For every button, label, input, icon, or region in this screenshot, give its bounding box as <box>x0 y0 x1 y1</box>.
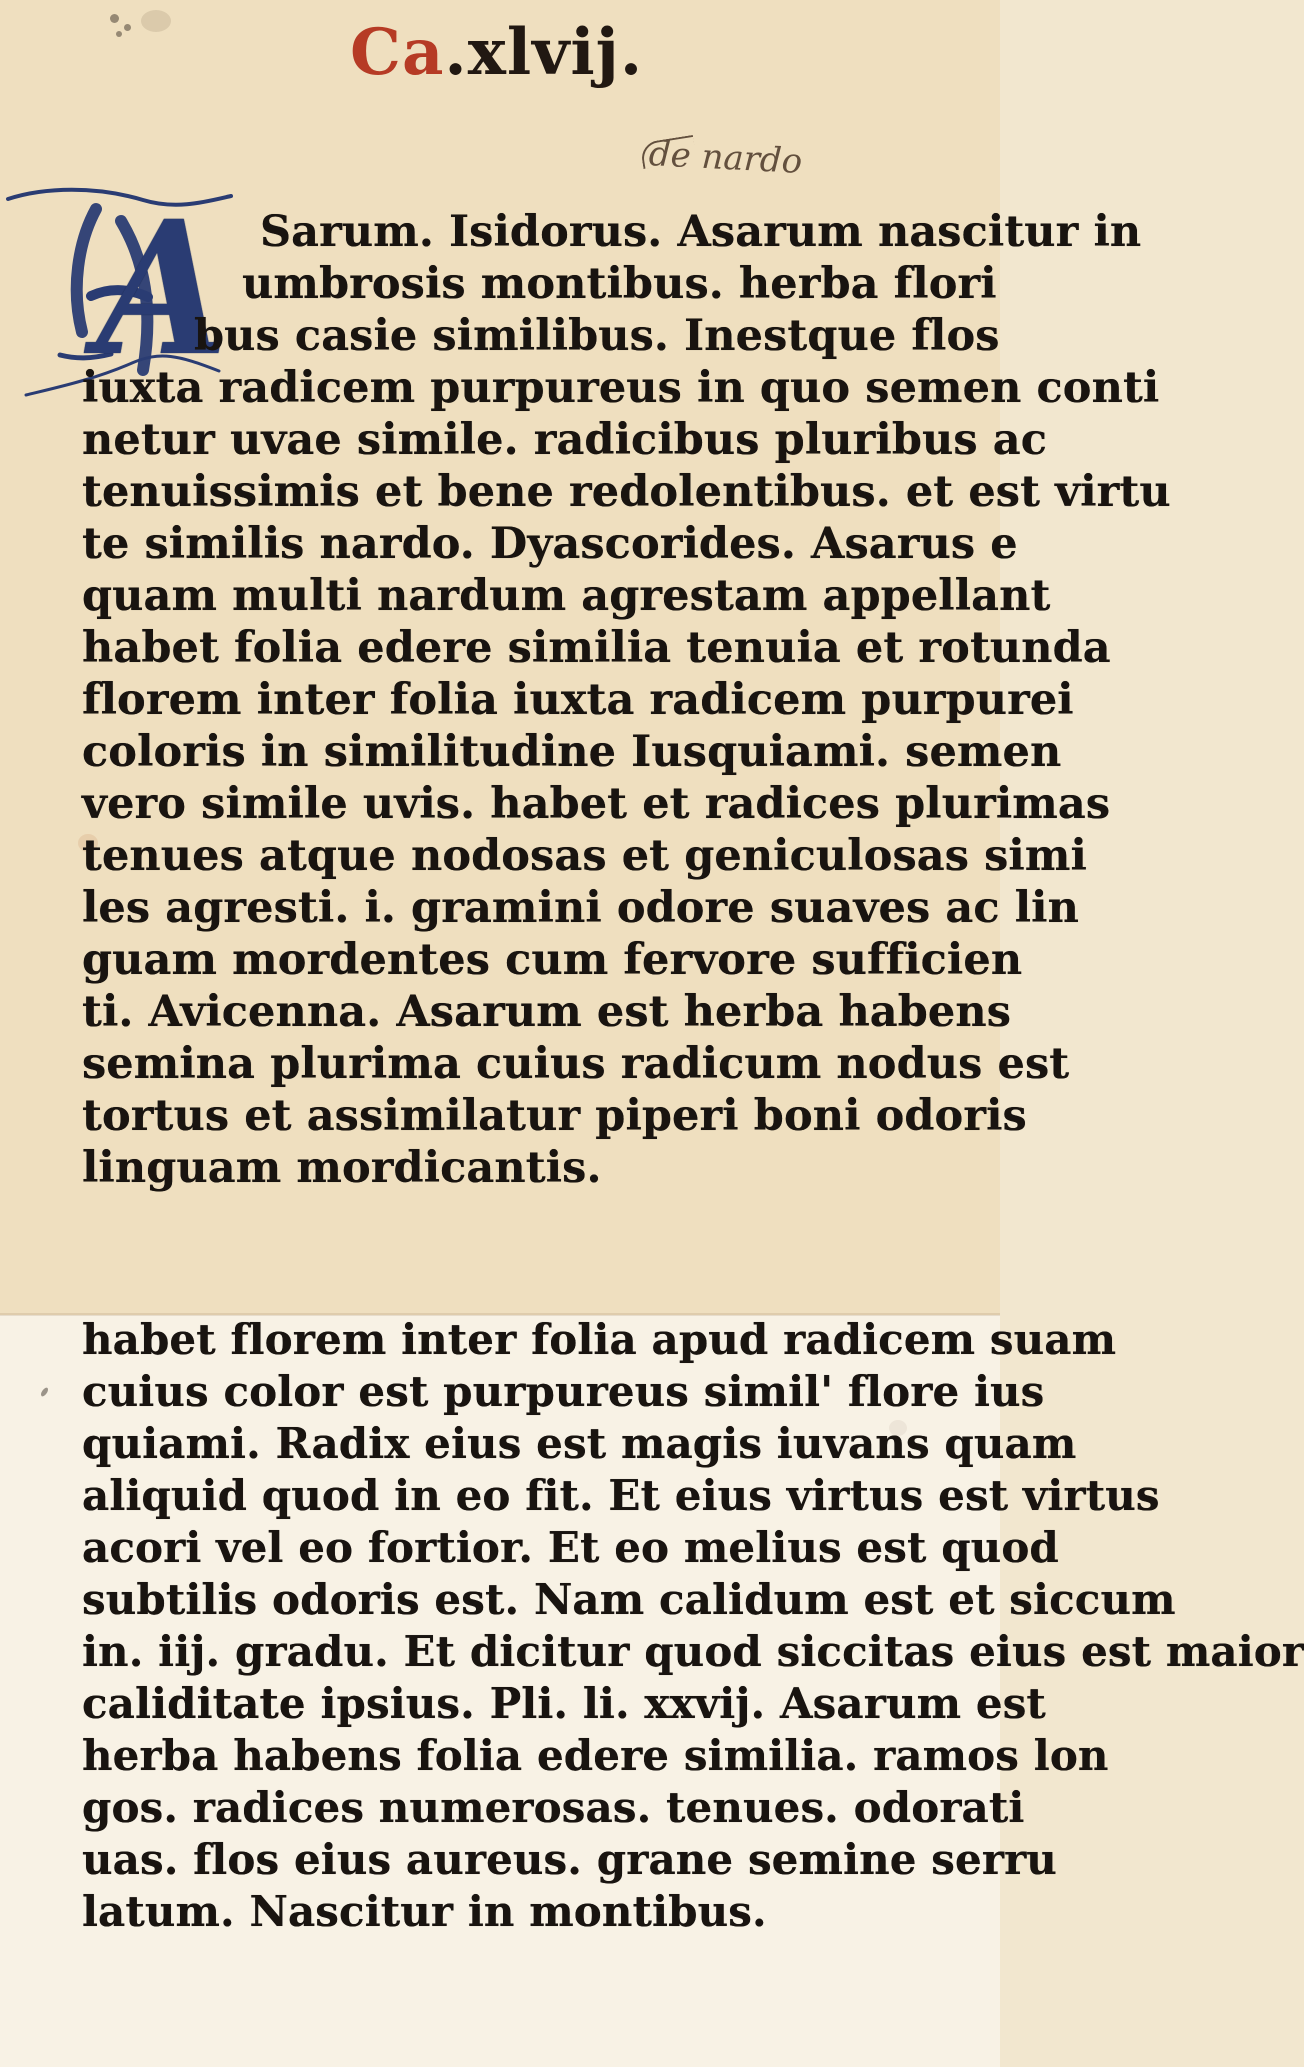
line-text: coloris in similitudine Iusquiami. semen <box>82 727 1062 777</box>
text-line <box>82 518 1018 570</box>
text-line <box>82 414 1047 466</box>
text-line <box>82 1626 1304 1678</box>
line-text: bus casie similibus. Inestque flos <box>194 311 1000 361</box>
line-text: tenues atque nodosas et geniculosas simi <box>82 831 1087 881</box>
text-line <box>82 362 1160 414</box>
line-text: quiami. Radix eius est magis iuvans quam <box>82 1419 1077 1468</box>
text-line <box>82 1522 1059 1574</box>
text-line <box>82 1418 1077 1470</box>
text-line <box>82 1090 1027 1142</box>
ink-mark <box>110 14 119 23</box>
line-text: umbrosis montibus. herba flori <box>242 259 997 309</box>
text-line <box>82 674 1074 726</box>
line-text: herba habens folia edere similia. ramos lon <box>82 1731 1109 1780</box>
line-text: te similis nardo. Dyascorides. Asarus e <box>82 519 1018 569</box>
text-line <box>82 1782 1025 1834</box>
text-line <box>82 1470 1160 1522</box>
upper-text-block <box>82 206 1171 1194</box>
chapter-heading-red: Ca <box>350 15 445 90</box>
text-line <box>82 206 1142 258</box>
line-text: acori vel eo fortior. Et eo melius est quod <box>82 1523 1059 1572</box>
line-text: caliditate ipsius. Pli. li. xxvij. Asarum est <box>82 1679 1046 1728</box>
line-text: vero simile uvis. habet et radices plurimas <box>82 779 1111 829</box>
line-text: uas. flos eius aureus. grane semine serru <box>82 1835 1057 1884</box>
line-text: latum. Nascitur in montibus. <box>82 1887 767 1936</box>
chapter-heading <box>350 8 700 98</box>
line-text: les agresti. i. gramini odore suaves ac lin <box>82 883 1079 933</box>
line-text: habet folia edere similia tenuia et rotunda <box>82 623 1111 673</box>
text-line <box>82 1142 942 1194</box>
chapter-heading-number: .xlvij. <box>444 15 644 90</box>
line-text: quam multi nardum agrestam appellant <box>82 571 1051 621</box>
ink-mark <box>124 24 131 31</box>
text-line <box>82 1038 1070 1090</box>
line-text: Sarum. Isidorus. Asarum nascitur in <box>260 207 1142 257</box>
lower-text-block <box>82 1314 1304 1938</box>
text-line <box>82 622 1111 674</box>
line-text: guam mordentes cum fervore sufficien <box>82 935 1023 985</box>
text-line <box>82 882 1079 934</box>
text-line <box>82 466 1171 518</box>
line-text: tortus et assimilatur piperi boni odoris <box>82 1091 1027 1141</box>
text-line <box>82 1886 942 1938</box>
line-text: tenuissimis et bene redolentibus. et est virtu <box>82 467 1171 517</box>
line-text: gos. radices numerosas. tenues. odorati <box>82 1783 1025 1832</box>
text-line <box>82 1366 1045 1418</box>
text-line <box>82 1574 1176 1626</box>
line-text: netur uvae simile. radicibus pluribus ac <box>82 415 1047 465</box>
line-text: linguam mordicantis. <box>82 1143 602 1193</box>
text-line <box>82 1678 1046 1730</box>
text-line <box>82 258 997 310</box>
initial-letter-a: A <box>77 181 247 397</box>
line-text: subtilis odoris est. Nam calidum est et siccum <box>82 1575 1176 1624</box>
text-line <box>82 934 1023 986</box>
ink-smudge <box>141 10 171 32</box>
line-text: ti. Avicenna. Asarum est herba habens <box>82 987 1012 1037</box>
text-line <box>82 830 1087 882</box>
text-line <box>82 778 1111 830</box>
text-line <box>82 1730 1109 1782</box>
text-line <box>82 310 1000 362</box>
line-text: in. iij. gradu. Et dicitur quod siccitas eius est maior <box>82 1627 1304 1676</box>
ink-mark <box>116 31 122 37</box>
line-text: cuius color est purpureus simil' flore ius <box>82 1367 1045 1416</box>
line-text: semina plurima cuius radicum nodus est <box>82 1039 1070 1089</box>
text-line <box>82 1314 1117 1366</box>
line-text: aliquid quod in eo fit. Et eius virtus est virtus <box>82 1471 1160 1520</box>
text-line <box>82 570 1051 622</box>
margin-note: de nardo <box>646 135 999 223</box>
line-text: iuxta radicem purpureus in quo semen conti <box>82 363 1160 413</box>
text-line <box>82 1834 1057 1886</box>
text-line <box>82 986 1012 1038</box>
line-text: habet florem inter folia apud radicem suam <box>82 1315 1117 1364</box>
line-text: florem inter folia iuxta radicem purpurei <box>82 675 1074 725</box>
text-line <box>82 726 1062 778</box>
